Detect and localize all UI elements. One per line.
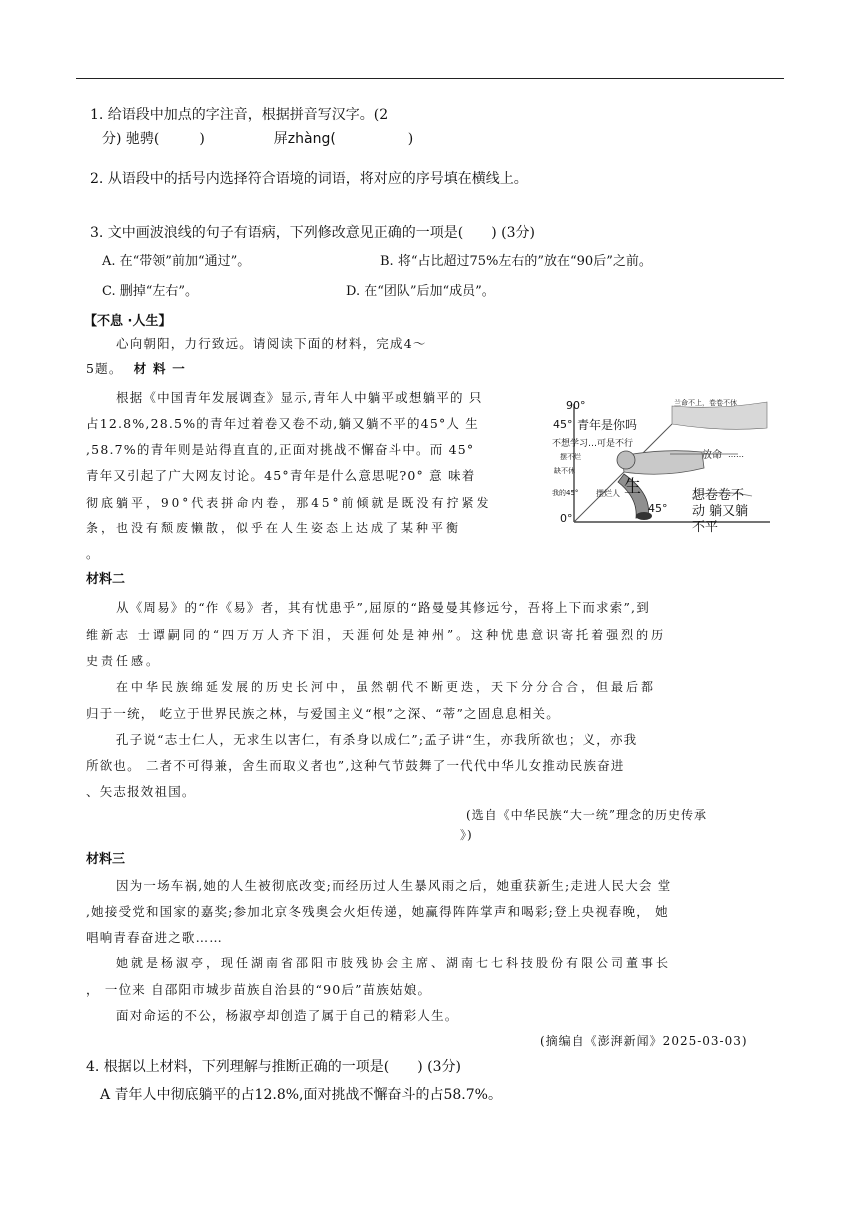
label-right-1: 想卷卷不 — [692, 488, 745, 503]
question-3-option-a: A. 在“带领”前加“通过”。 — [102, 254, 251, 269]
material-2-p2-line2: 归于一统， 屹立于世界民族之林，与爱国主义“根”之深、“蒂”之固息息相关。 — [86, 706, 560, 721]
section-title: 【不息 ·人生】 — [84, 314, 172, 329]
material-1-line2: 占12.8%,28.5%的青年过着卷又卷不动,躺又躺不平的45°人 生 — [86, 416, 479, 431]
question-1-item-b-close: ) — [407, 131, 414, 147]
question-4-option-a: A 青年人中彻底躺平的占12.8%,面对挑战不懈奋斗的占58.7%。 — [100, 1087, 502, 1103]
question-1-line1: 1. 给语段中加点的字注音，根据拼音写汉字。(2 — [90, 107, 389, 123]
material-3-source: (摘编自《澎湃新闻》2025-03-03) — [540, 1034, 748, 1048]
material-3-p1-line3: 唱响青春奋进之歌…… — [86, 930, 224, 945]
question-1-item-b: 屏zhàng( — [273, 131, 336, 147]
material-1-line4: 青年又引起了广大网友讨论。45°青年是什么意思呢?0° 意 味着 — [86, 468, 476, 483]
question-3-option-c: C. 删掉“左右”。 — [102, 284, 199, 299]
material-1-line1: 根据《中国青年发展调查》显示,青年人中躺平或想躺平的 只 — [116, 390, 483, 405]
question-1-line2 — [102, 128, 413, 148]
label-small-2: 摆不烂 — [560, 453, 581, 461]
question-1-item-a: 驰骋( — [125, 131, 160, 147]
section-intro-line1: 心向朝阳，力行致远。请阅读下面的材料，完成4～ — [116, 336, 427, 351]
material-3-label: 材料三 — [86, 852, 126, 867]
material-1-line3: ,58.7%的青年则是站得直直的,正面对挑战不懈奋斗中。而 45° — [86, 442, 475, 457]
material-2-p3-line1: 孔子说“志士仁人，无求生以害仁，有杀身以成仁”;孟子讲“生，亦我所欲也；义，亦我 — [116, 732, 638, 747]
question-1-item-a-close: ) — [199, 131, 205, 147]
material-2-source-line1: (选自《中华民族“大一统”理念的历史传承 — [466, 808, 707, 822]
material-1-line7: 。 — [86, 546, 100, 561]
label-45-degree-bottom: 45° — [648, 502, 668, 515]
label-45-degree-top: 45° — [553, 418, 573, 431]
question-3-option-d: D. 在“团队”后加“成员”。 — [346, 284, 495, 299]
label-top-right: 兰命不上，卷卷不休 — [674, 399, 737, 407]
label-90-degree: 90° — [566, 399, 586, 412]
label-0-degree: 0° — [560, 512, 573, 525]
material-2-p2-line1: 在中华民族绵延发展的历史长河中，虽然朝代不断更迭，天下分分合合，但最后都 — [116, 680, 657, 694]
material-2-p3-line2: 所欲也。 二者不可得兼，舍生而取义者也”,这种气节鼓舞了一代代中华儿女推动民族奋进 — [86, 758, 625, 773]
question-3-option-b: B. 将“占比超过75%左右的”放在“90后”之前。 — [380, 254, 652, 269]
label-dots: …… — [728, 450, 744, 459]
label-sheng: 生 — [624, 477, 641, 497]
section-intro-tail: 5题。 — [86, 361, 123, 376]
material-2-p3-line3: 、矢志报效祖国。 — [86, 784, 196, 799]
question-4: 4. 根据以上材料，下列理解与推断正确的一项是( ) (3分) — [86, 1059, 462, 1075]
material-3-p3: 面对命运的不公，杨淑亭却创造了属于自己的精彩人生。 — [116, 1008, 459, 1023]
label-right-3: 不平 — [692, 520, 719, 535]
material-2-p1-line3: 史责任感。 — [86, 654, 162, 668]
label-small-4: 我的45° — [552, 489, 579, 497]
material-1-line5: 彻底躺平，90°代表拼命内卷，那45°前倾就是既没有拧紧发 — [86, 496, 492, 510]
question-1-score: 分) — [102, 131, 122, 147]
label-right-2: 动 躺又躺 — [692, 504, 749, 519]
material-2-label: 材料二 — [86, 572, 126, 587]
material-3-p1-line2: ,她接受党和国家的嘉奖;参加北京冬残奥会火炬传递，她赢得阵阵掌声和喝彩;登上央视春晚， 她 — [86, 904, 669, 919]
label-small-1: 不想学习…可是不行 — [552, 439, 634, 449]
material-3-p2-line2: ， 一位来 自邵阳市城步苗族自治县的“90后”苗族姑娘。 — [86, 982, 432, 997]
label-small-5: 摆烂人 — [596, 489, 620, 498]
youth-45-degree-illustration — [552, 398, 770, 535]
material-1-line6: 条，也没有颓废懒散，似乎在人生姿态上达成了某种平衡 — [86, 521, 462, 535]
question-3: 3. 文中画波浪线的句子有语病，下列修改意见正确的一项是( ) (3分) — [90, 225, 536, 241]
label-small-3: 缺不休 — [554, 467, 575, 475]
header-rule — [76, 78, 784, 79]
illustration-title: 青年是你吗 — [577, 418, 638, 432]
label-daming: 放命 — [702, 450, 722, 461]
material-1-label: 材 料 一 — [133, 361, 186, 376]
material-2-source-line2: 》) — [460, 828, 473, 842]
material-2-p1-line1: 从《周易》的“作《易》者，其有忧患乎”,屈原的“路曼曼其修远兮，吾将上下而求索”,到 — [116, 600, 650, 615]
material-2-p1-line2: 维新志 士谭嗣同的“四万万人齐下泪，天涯何处是神州”。这种忧患意识寄托着强烈的历 — [86, 628, 667, 642]
section-intro-line2 — [86, 359, 186, 377]
material-3-p2-line1: 她就是杨淑亭，现任湖南省邵阳市肢残协会主席、湖南七七科技股份有限公司董事长 — [116, 956, 672, 970]
material-3-p1-line1: 因为一场车祸,她的人生被彻底改变;而经历过人生暴风雨之后，她重获新生;走进人民大会 堂 — [116, 878, 672, 893]
question-2: 2. 从语段中的括号内选择符合语境的词语，将对应的序号填在横线上。 — [90, 171, 528, 187]
